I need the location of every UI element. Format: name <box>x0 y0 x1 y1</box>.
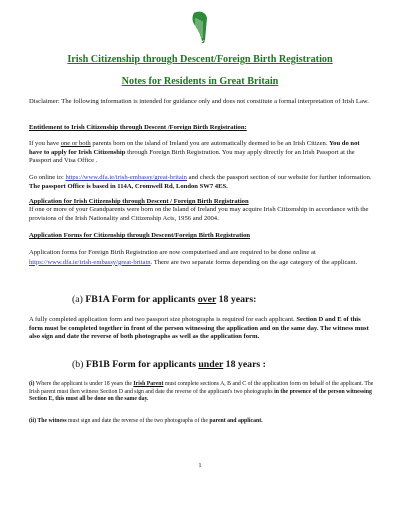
paragraph-fb1b-ii <box>29 418 374 426</box>
text: over <box>197 294 217 305</box>
text: You do not have to apply for Irish Citizenship <box>29 140 360 156</box>
text: (a) <box>72 294 86 305</box>
section-heading-forms: Application Forms for Citizenship through Descent/Foreign Birth Registration <box>29 232 251 239</box>
text: parents born on the island of Ireland you are automatically deemed to be an Irish Citizen. <box>90 140 330 147</box>
paragraph-fb1a <box>29 316 374 342</box>
fb1b-heading <box>72 359 266 370</box>
text: Where the applicant is under 18 years the <box>34 381 134 387</box>
page-subtitle: Notes for Residents in Great Britain <box>121 76 279 87</box>
text: (b) <box>72 359 86 370</box>
text: FB1B Form for applicants <box>85 359 199 370</box>
text: FB1A Form for applicants <box>85 294 198 305</box>
page-title: Irish Citizenship through Descent/Foreign Birth Registration <box>67 54 333 65</box>
text: must complete sections A, B and C of the application form on behalf of the applicant. The Irish parent must then witness Section D and sign and date the reverse of the applicant's two photographs <box>29 381 374 395</box>
text: through Foreign Birth Registration. You may apply directly for an Irish Passport at the Passport and Visa Office . <box>29 148 355 165</box>
paragraph-application: If one or more of your Grandparents were born on the Island of Ireland you may acquire Irish Citizenship in accordance with the provisions of the Irish Nationality and Citizenship Acts, 1956 and 2004. <box>29 206 369 222</box>
text: 18 years: <box>216 294 257 305</box>
page-number: 1 <box>198 462 202 469</box>
paragraph-entitlement <box>29 140 374 166</box>
text: (ii) The witness <box>29 418 67 424</box>
section-heading-entitlement: Entitlement to Irish Citizenship through Descent /Foreign Birth Registration: <box>29 124 247 131</box>
embassy-link[interactable]: https://www.dfa.ie/irish-embassy/great-britain <box>29 258 151 266</box>
text: and check the passport section of our website for further information. <box>186 174 372 181</box>
text: . There are two separate forms depending on the age category of the applicant. <box>150 258 358 266</box>
text: one or both <box>60 140 91 147</box>
harp-icon <box>190 10 210 44</box>
disclaimer: Disclaimer: The following information is intended for guidance only and does not constitute a formal interpretation of Irish Law. <box>29 98 369 105</box>
paragraph-forms <box>29 248 374 268</box>
text: The passport Office is based in 114A, Cromwell Rd, London SW7 4ES. <box>29 182 228 190</box>
text: If you have <box>29 140 61 147</box>
text: Irish Parent <box>133 381 164 387</box>
fb1a-heading <box>72 294 256 305</box>
text: 18 years : <box>223 359 266 370</box>
text: must sign and date the reverse of the two photographs of the <box>66 418 210 424</box>
text: Application forms for Foreign Birth Registration are now computerised and are required to be done online at <box>29 249 316 256</box>
text: A fully completed application form and two passport size photographs is required for each applicant. <box>29 316 297 323</box>
embassy-link[interactable]: https://www.dfa.ie/irish-embassy/great-britain <box>65 174 187 181</box>
text: Section D and E of this form must be completed together in front of the person witnessing the application and on the same day. The witness must also sign and date the reverse of both photographs as well as the application form. <box>29 316 369 341</box>
text: (i) <box>29 381 35 387</box>
text: parent and applicant. <box>209 418 263 424</box>
paragraph-fb1b-i <box>29 381 374 404</box>
text: under <box>198 359 224 370</box>
text: in the presence of the person witnessing Section E, this must all be done on the same day. <box>29 388 372 403</box>
section-heading-application: Application for Irish Citizenship through Descent / Foreign Birth Registration <box>29 198 249 205</box>
paragraph-passport <box>29 174 374 191</box>
text: Go online to: <box>29 174 66 181</box>
